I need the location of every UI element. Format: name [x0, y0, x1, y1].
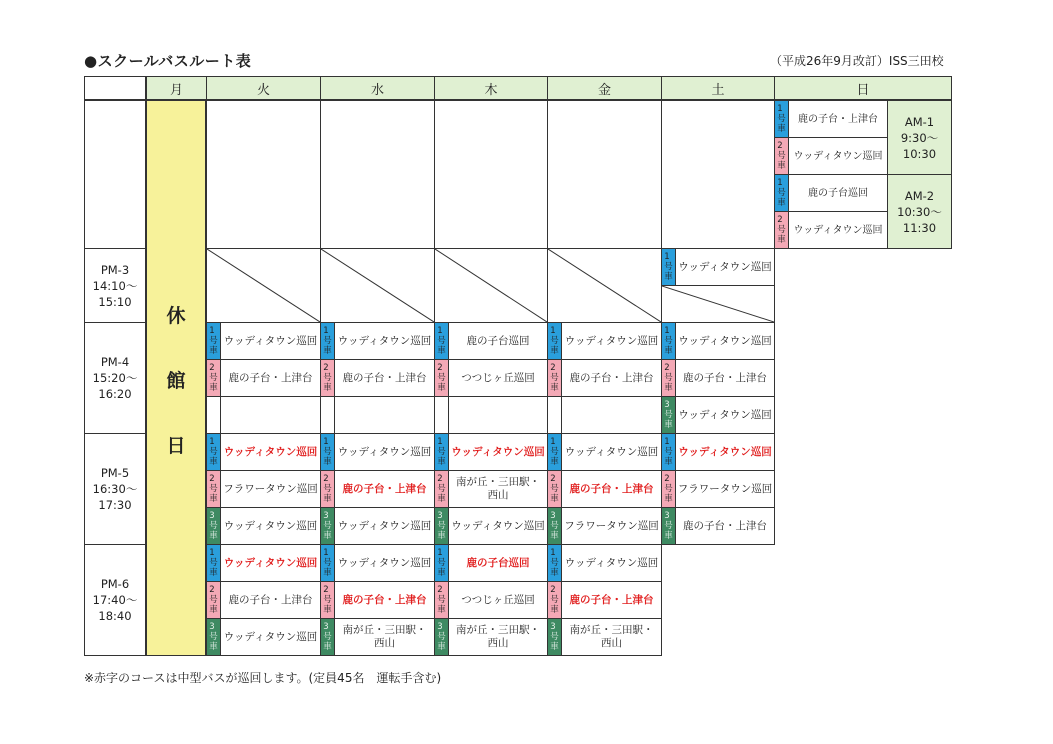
- sun-am1-bus2: [774, 137, 888, 175]
- bus-2-tag: 2 号 車: [321, 582, 335, 618]
- bus-1-tag: 1 号 車: [321, 434, 335, 470]
- pm5-tue-bus2: [206, 470, 321, 508]
- bus-1-tag: 1 号 車: [435, 434, 449, 470]
- page-title: ●スクールバスルート表: [84, 52, 252, 70]
- header-mon: 月: [146, 76, 207, 100]
- route-label: ウッディタウン巡回: [678, 260, 772, 273]
- pm4-thu-empty: [434, 396, 548, 434]
- bus-3-tag: 3 号 車: [207, 619, 221, 655]
- sun-am1-time: AM-1 9:30～ 10:30: [887, 100, 952, 175]
- route-label: ウッディタウン巡回: [564, 445, 659, 458]
- pm3-sat-bus1: [661, 248, 775, 286]
- pm4-sat-bus3: [661, 396, 775, 434]
- route-label: ウッディタウン巡回: [223, 445, 318, 458]
- bus-3-tag: 3 号 車: [435, 619, 449, 655]
- time-pm5: PM-5 16:30～ 17:30: [84, 433, 146, 545]
- sun-am2-bus1: [774, 174, 888, 212]
- am-sat-empty: [661, 100, 775, 249]
- pm6-fri-bus3: [547, 618, 662, 656]
- pm3-wed-none: [320, 248, 435, 323]
- header-sun: 日: [774, 76, 952, 100]
- route-label: 鹿の子台・上津台: [342, 593, 427, 606]
- pm3-thu-none: [434, 248, 548, 323]
- pm4-fri-empty: [547, 396, 662, 434]
- pm5-fri-bus3: [547, 507, 662, 545]
- empty-tag: [321, 397, 335, 433]
- route-label: ウッディタウン巡回: [564, 556, 659, 569]
- pm4-fri-bus1: [547, 322, 662, 360]
- bus-2-tag: 2 号 車: [775, 138, 789, 174]
- pm3-sat-none: [661, 285, 775, 323]
- bus-2-tag: 2 号 車: [548, 582, 562, 618]
- time-pm6: PM-6 17:40～ 18:40: [84, 544, 146, 656]
- pm6-wed-bus2: [320, 581, 435, 619]
- pm5-thu-bus2: [434, 470, 548, 508]
- route-label: ウッディタウン巡回: [337, 519, 432, 532]
- bus-2-tag: 2 号 車: [548, 471, 562, 507]
- bus-2-tag: 2 号 車: [662, 471, 676, 507]
- pm5-wed-bus2: [320, 470, 435, 508]
- route-label: ウッディタウン巡回: [223, 556, 318, 569]
- pm6-thu-bus2: [434, 581, 548, 619]
- empty-tag: [435, 397, 449, 433]
- header-sat: 土: [661, 76, 775, 100]
- pm6-tue-bus3: [206, 618, 321, 656]
- corner-header: [84, 76, 146, 100]
- pm6-thu-bus1: [434, 544, 548, 582]
- pm4-thu-bus1: [434, 322, 548, 360]
- am-thu-empty: [434, 100, 548, 249]
- time-pm4: PM-4 15:20～ 16:20: [84, 322, 146, 434]
- route-label: 鹿の子台・上津台: [228, 371, 313, 384]
- empty-tag: [548, 397, 562, 433]
- bus-1-tag: 1 号 車: [548, 545, 562, 581]
- route-label: フラワータウン巡回: [223, 482, 318, 495]
- bus-3-tag: 3 号 車: [548, 619, 562, 655]
- bus-2-tag: 2 号 車: [207, 582, 221, 618]
- bus-2-tag: 2 号 車: [775, 212, 789, 248]
- pm5-fri-bus2: [547, 470, 662, 508]
- pm5-tue-bus1: [206, 433, 321, 471]
- bus-1-tag: 1 号 車: [775, 175, 789, 211]
- bus-1-tag: 1 号 車: [662, 249, 676, 285]
- pm4-sat-bus1: [661, 322, 775, 360]
- pm3-tue-none: [206, 248, 321, 323]
- route-label: ウッディタウン巡回: [451, 445, 545, 458]
- diagonal-line: [548, 249, 661, 322]
- pm5-wed-bus1: [320, 433, 435, 471]
- bus-1-tag: 1 号 車: [775, 101, 789, 137]
- pm6-tue-bus1: [206, 544, 321, 582]
- time-am-blank: [84, 100, 146, 249]
- am-wed-empty: [320, 100, 435, 249]
- am-fri-empty: [547, 100, 662, 249]
- diagonal-line: [207, 249, 320, 322]
- bus-3-tag: 3 号 車: [435, 508, 449, 544]
- bus-1-tag: 1 号 車: [548, 323, 562, 359]
- bus-2-tag: 2 号 車: [207, 471, 221, 507]
- bus-2-tag: 2 号 車: [321, 360, 335, 396]
- route-label: 南が丘・三田駅・ 西山: [569, 624, 654, 649]
- empty-tag: [207, 397, 221, 433]
- bus-1-tag: 1 号 車: [548, 434, 562, 470]
- bus-3-tag: 3 号 車: [321, 508, 335, 544]
- pm6-wed-bus3: [320, 618, 435, 656]
- route-label: ウッディタウン巡回: [793, 150, 883, 162]
- route-label: フラワータウン巡回: [677, 482, 773, 495]
- route-label: ウッディタウン巡回: [451, 519, 545, 532]
- pm4-wed-empty: [320, 396, 435, 434]
- pm4-thu-bus2: [434, 359, 548, 397]
- bus-2-tag: 2 号 車: [548, 360, 562, 396]
- route-label: 鹿の子台・上津台: [342, 371, 427, 384]
- header-wed: 水: [320, 76, 435, 100]
- bus-3-tag: 3 号 車: [662, 397, 676, 433]
- bus-3-tag: 3 号 車: [548, 508, 562, 544]
- pm5-wed-bus3: [320, 507, 435, 545]
- pm5-thu-bus1: [434, 433, 548, 471]
- pm5-sat-bus3: [661, 507, 775, 545]
- bus-2-tag: 2 号 車: [435, 360, 449, 396]
- closed-char-1: 休: [166, 305, 186, 327]
- pm6-fri-bus2: [547, 581, 662, 619]
- route-label: ウッディタウン巡回: [793, 224, 883, 236]
- route-label: 鹿の子台・上津台: [342, 482, 427, 495]
- bus-1-tag: 1 号 車: [207, 323, 221, 359]
- route-label: 鹿の子台・上津台: [569, 371, 654, 384]
- pm5-thu-bus3: [434, 507, 548, 545]
- bus-3-tag: 3 号 車: [207, 508, 221, 544]
- time-pm3: PM-3 14:10～ 15:10: [84, 248, 146, 323]
- bus-2-tag: 2 号 車: [207, 360, 221, 396]
- closed-char-2: 館: [166, 370, 186, 392]
- pm3-fri-none: [547, 248, 662, 323]
- pm4-fri-bus2: [547, 359, 662, 397]
- pm4-wed-bus2: [320, 359, 435, 397]
- sun-am1-bus1: [774, 100, 888, 138]
- route-label: ウッディタウン巡回: [223, 519, 318, 532]
- pm4-wed-bus1: [320, 322, 435, 360]
- pm5-fri-bus1: [547, 433, 662, 471]
- pm5-sat-bus2: [661, 470, 775, 508]
- pm5-sat-bus1: [661, 433, 775, 471]
- header-thu: 木: [434, 76, 548, 100]
- header-fri: 金: [547, 76, 662, 100]
- route-label: 鹿の子台・上津台: [683, 519, 767, 532]
- route-label: 鹿の子台・上津台: [228, 593, 313, 606]
- bus-1-tag: 1 号 車: [207, 434, 221, 470]
- route-label: 鹿の子台巡回: [808, 187, 868, 199]
- pm4-tue-bus2: [206, 359, 321, 397]
- bus-2-tag: 2 号 車: [435, 582, 449, 618]
- diagonal-line: [662, 286, 774, 322]
- diagonal-line: [321, 249, 434, 322]
- route-label: フラワータウン巡回: [564, 519, 659, 532]
- route-label: ウッディタウン巡回: [678, 408, 772, 421]
- route-label: 南が丘・三田駅・ 西山: [456, 476, 540, 501]
- bus-1-tag: 1 号 車: [321, 323, 335, 359]
- bus-1-tag: 1 号 車: [435, 323, 449, 359]
- route-label: 南が丘・三田駅・ 西山: [456, 624, 540, 649]
- bus-2-tag: 2 号 車: [321, 471, 335, 507]
- route-label: ウッディタウン巡回: [678, 445, 772, 458]
- route-label: つつじヶ丘巡回: [461, 593, 535, 606]
- revision-note: （平成26年9月改訂）ISS三田校: [770, 54, 944, 68]
- footnote: ※赤字のコースは中型バスが巡回します。(定員45名 運転手含む): [84, 671, 442, 685]
- route-label: 鹿の子台巡回: [466, 334, 530, 347]
- pm4-sat-bus2: [661, 359, 775, 397]
- route-label: ウッディタウン巡回: [564, 334, 659, 347]
- route-label: 鹿の子台・上津台: [798, 113, 878, 125]
- bus-3-tag: 3 号 車: [321, 619, 335, 655]
- bus-2-tag: 2 号 車: [662, 360, 676, 396]
- pm6-tue-bus2: [206, 581, 321, 619]
- route-label: 鹿の子台・上津台: [569, 482, 654, 495]
- bus-2-tag: 2 号 車: [435, 471, 449, 507]
- route-label: ウッディタウン巡回: [337, 445, 432, 458]
- pm4-tue-empty: [206, 396, 321, 434]
- sun-am2-bus2: [774, 211, 888, 249]
- pm6-thu-bus3: [434, 618, 548, 656]
- closed-char-3: 日: [166, 435, 186, 457]
- route-label: ウッディタウン巡回: [223, 630, 318, 643]
- route-label: ウッディタウン巡回: [337, 556, 432, 569]
- pm6-fri-bus1: [547, 544, 662, 582]
- am-tue-empty: [206, 100, 321, 249]
- bus-1-tag: 1 号 車: [207, 545, 221, 581]
- diagonal-line: [435, 249, 547, 322]
- bus-1-tag: 1 号 車: [662, 323, 676, 359]
- route-label: 鹿の子台・上津台: [569, 593, 654, 606]
- sun-am2-time: AM-2 10:30～ 11:30: [887, 174, 952, 249]
- bus-1-tag: 1 号 車: [321, 545, 335, 581]
- route-label: ウッディタウン巡回: [678, 334, 772, 347]
- route-label: 鹿の子台巡回: [466, 556, 530, 569]
- route-label: 鹿の子台・上津台: [683, 371, 767, 384]
- pm5-tue-bus3: [206, 507, 321, 545]
- pm4-tue-bus1: [206, 322, 321, 360]
- bus-1-tag: 1 号 車: [435, 545, 449, 581]
- route-label: つつじヶ丘巡回: [461, 371, 535, 384]
- bus-3-tag: 3 号 車: [662, 508, 676, 544]
- route-label: ウッディタウン巡回: [337, 334, 432, 347]
- monday-closed-column: [146, 100, 206, 656]
- route-label: 南が丘・三田駅・ 西山: [342, 624, 427, 649]
- route-label: ウッディタウン巡回: [223, 334, 318, 347]
- pm6-wed-bus1: [320, 544, 435, 582]
- bus-1-tag: 1 号 車: [662, 434, 676, 470]
- header-tue: 火: [206, 76, 321, 100]
